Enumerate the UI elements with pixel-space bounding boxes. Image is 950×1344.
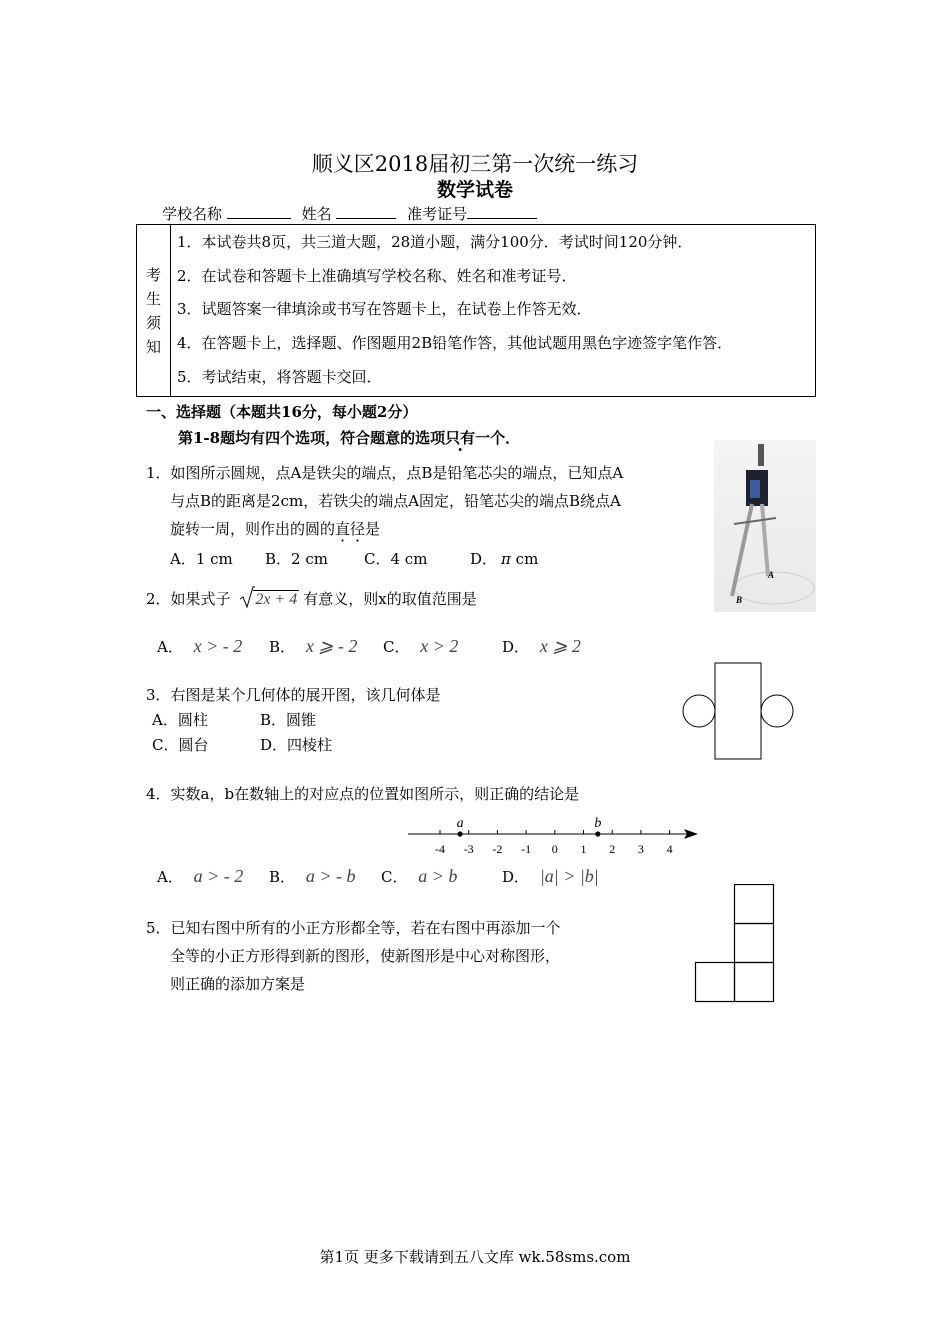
square xyxy=(735,924,774,963)
option-math: x ⩾ 2 xyxy=(539,636,581,656)
option-math: |a| > |b| xyxy=(539,866,599,886)
option-math: a > - 2 xyxy=(193,866,244,886)
q3-stem: 3．右图是某个几何体的展开图，该几何体是 xyxy=(146,686,441,704)
q4-option-b[interactable] xyxy=(269,866,355,887)
compass-image xyxy=(714,440,816,612)
student-info-row xyxy=(162,203,537,224)
q1-line3-post: 是 xyxy=(365,520,381,538)
q5-line: 5．已知右图中所有的小正方形都全等，若在右图中再添加一个 xyxy=(146,919,561,937)
page-subtitle: 数学试卷 xyxy=(436,179,513,201)
instruction-post: 一个． xyxy=(475,429,521,447)
axis-tick-label: 2 xyxy=(609,842,616,856)
q2-stem xyxy=(146,588,477,609)
net-circle-right xyxy=(761,695,793,727)
q5-line: 全等的小正方形得到新的图形，使新图形是中心对称图形， xyxy=(170,947,561,965)
q3-option-b[interactable]: B．圆锥 xyxy=(260,711,317,729)
q1-option-d-unit: cm xyxy=(515,550,539,568)
notice-box xyxy=(136,224,816,397)
instruction-pre: 第1-8题均有四个选项，符合题意的选项 xyxy=(178,429,446,447)
squares-figure xyxy=(694,884,776,1004)
q1-emph-char: 直 xyxy=(335,520,351,538)
q2-stem-pre: 2．如果式子 xyxy=(146,590,231,608)
axis-tick-label: -2 xyxy=(492,842,503,856)
axis-tick-label: -4 xyxy=(435,842,445,856)
point-a xyxy=(457,831,462,836)
q4-option-c[interactable] xyxy=(381,866,457,887)
axis-tick-label: 1 xyxy=(580,842,587,856)
notice-label-char: 考 xyxy=(145,266,161,284)
compass-label-b: B xyxy=(736,595,743,605)
notice-item: 2．在试卷和答题卡上准确填写学校名称、姓名和准考证号． xyxy=(177,267,577,285)
point-a-label: a xyxy=(456,816,464,831)
page-title: 顺义区2018届初三第一次统一练习 xyxy=(311,152,639,176)
q1-emph-char: 径 xyxy=(350,520,366,538)
option-math: x > - 2 xyxy=(193,636,243,656)
q1-option-d-letter: D． xyxy=(470,550,498,568)
school-label: 学校名称 xyxy=(162,205,223,223)
option-math: a > b xyxy=(418,866,458,886)
q1-option-b[interactable]: B．2 cm xyxy=(265,550,328,568)
notice-label-char: 知 xyxy=(145,338,161,356)
q2-stem-post: 有意义，则x的取值范围是 xyxy=(303,590,477,608)
cylinder-net-figure xyxy=(680,660,796,764)
name-label: 姓名 xyxy=(301,205,332,223)
option-letter: C． xyxy=(381,868,408,886)
option-letter: B． xyxy=(269,638,296,656)
q3-option-d[interactable]: D．四棱柱 xyxy=(260,736,333,754)
net-rectangle xyxy=(715,663,761,759)
notice-item: 1．本试卷共8页，共三道大题，28道小题，满分100分．考试时间120分钟． xyxy=(177,233,693,251)
section-heading: 一、选择题（本题共16分，每小题2分） xyxy=(146,403,418,421)
q5-line: 则正确的添加方案是 xyxy=(170,975,306,993)
q4-stem: 4．实数a，b在数轴上的对应点的位置如图所示，则正确的结论是 xyxy=(146,785,580,803)
axis-tick-label: 3 xyxy=(637,842,644,856)
point-b xyxy=(595,831,600,836)
option-letter: D． xyxy=(502,638,530,656)
q2-option-d[interactable] xyxy=(502,636,581,657)
axis-tick-label: 4 xyxy=(666,842,673,856)
page-footer: 第1页 更多下载请到五八文库 wk.58sms.com xyxy=(319,1248,631,1266)
notice-item: 5．考试结束，将答题卡交回． xyxy=(177,368,382,386)
notice-item: 4．在答题卡上，选择题、作图题用2B铅笔作答，其他试题用黑色字迹签字笔作答． xyxy=(177,334,733,352)
net-circle-left xyxy=(683,695,715,727)
q1-line: 1．如图所示圆规，点A是铁尖的端点，点B是铅笔芯尖的端点，已知点A xyxy=(146,464,624,482)
point-b-label: b xyxy=(594,816,602,831)
q2-option-b[interactable] xyxy=(269,636,357,657)
number-line xyxy=(404,808,704,858)
square xyxy=(735,963,774,1002)
q1-line xyxy=(170,518,380,539)
option-letter: C． xyxy=(383,638,410,656)
compass-label-a: A xyxy=(768,570,775,580)
q4-option-d[interactable] xyxy=(502,866,599,887)
q3-option-a[interactable]: A．圆柱 xyxy=(152,711,208,729)
option-letter: D． xyxy=(502,868,530,886)
id-field[interactable] xyxy=(467,204,537,219)
q1-line: 与点B的距离是2cm，若铁尖的端点A固定，铅笔芯尖的端点B绕点A xyxy=(170,492,621,510)
pi-symbol: π xyxy=(501,550,511,568)
id-label: 准考证号 xyxy=(407,205,468,223)
q4-option-a[interactable] xyxy=(157,866,243,887)
axis-tick-label: 0 xyxy=(551,842,558,856)
notice-label-char: 须 xyxy=(145,314,161,332)
q3-option-c[interactable]: C．圆台 xyxy=(152,736,209,754)
q2-option-a[interactable] xyxy=(157,636,242,657)
square xyxy=(696,963,735,1002)
option-letter: A． xyxy=(157,638,183,656)
radicand: 2x + 4 xyxy=(255,591,298,608)
option-math: x > 2 xyxy=(420,636,459,656)
section-instruction xyxy=(178,427,520,448)
school-field[interactable] xyxy=(227,204,291,219)
q2-option-c[interactable] xyxy=(383,636,458,657)
notice-label-char: 生 xyxy=(145,290,161,308)
option-letter: B． xyxy=(269,868,296,886)
q1-line3-pre: 旋转一周，则作出的圆的 xyxy=(170,520,336,538)
option-letter: A． xyxy=(157,868,183,886)
square xyxy=(735,885,774,924)
option-math: a > - b xyxy=(305,866,356,886)
q1-option-c[interactable]: C．4 cm xyxy=(364,550,428,568)
notice-item: 3．试题答案一律填涂或书写在答题卡上，在试卷上作答无效． xyxy=(177,300,592,318)
option-math: x ⩾ - 2 xyxy=(305,636,358,656)
q1-option-a[interactable]: A．1 cm xyxy=(170,550,233,568)
sqrt-expression xyxy=(239,590,299,609)
instruction-emphasis: 只有 xyxy=(445,429,476,447)
name-field[interactable] xyxy=(336,204,396,219)
notice-label xyxy=(137,225,171,396)
axis-tick-label: -1 xyxy=(521,842,532,856)
q1-option-d[interactable] xyxy=(470,548,538,569)
axis-tick-label: -3 xyxy=(463,842,474,856)
